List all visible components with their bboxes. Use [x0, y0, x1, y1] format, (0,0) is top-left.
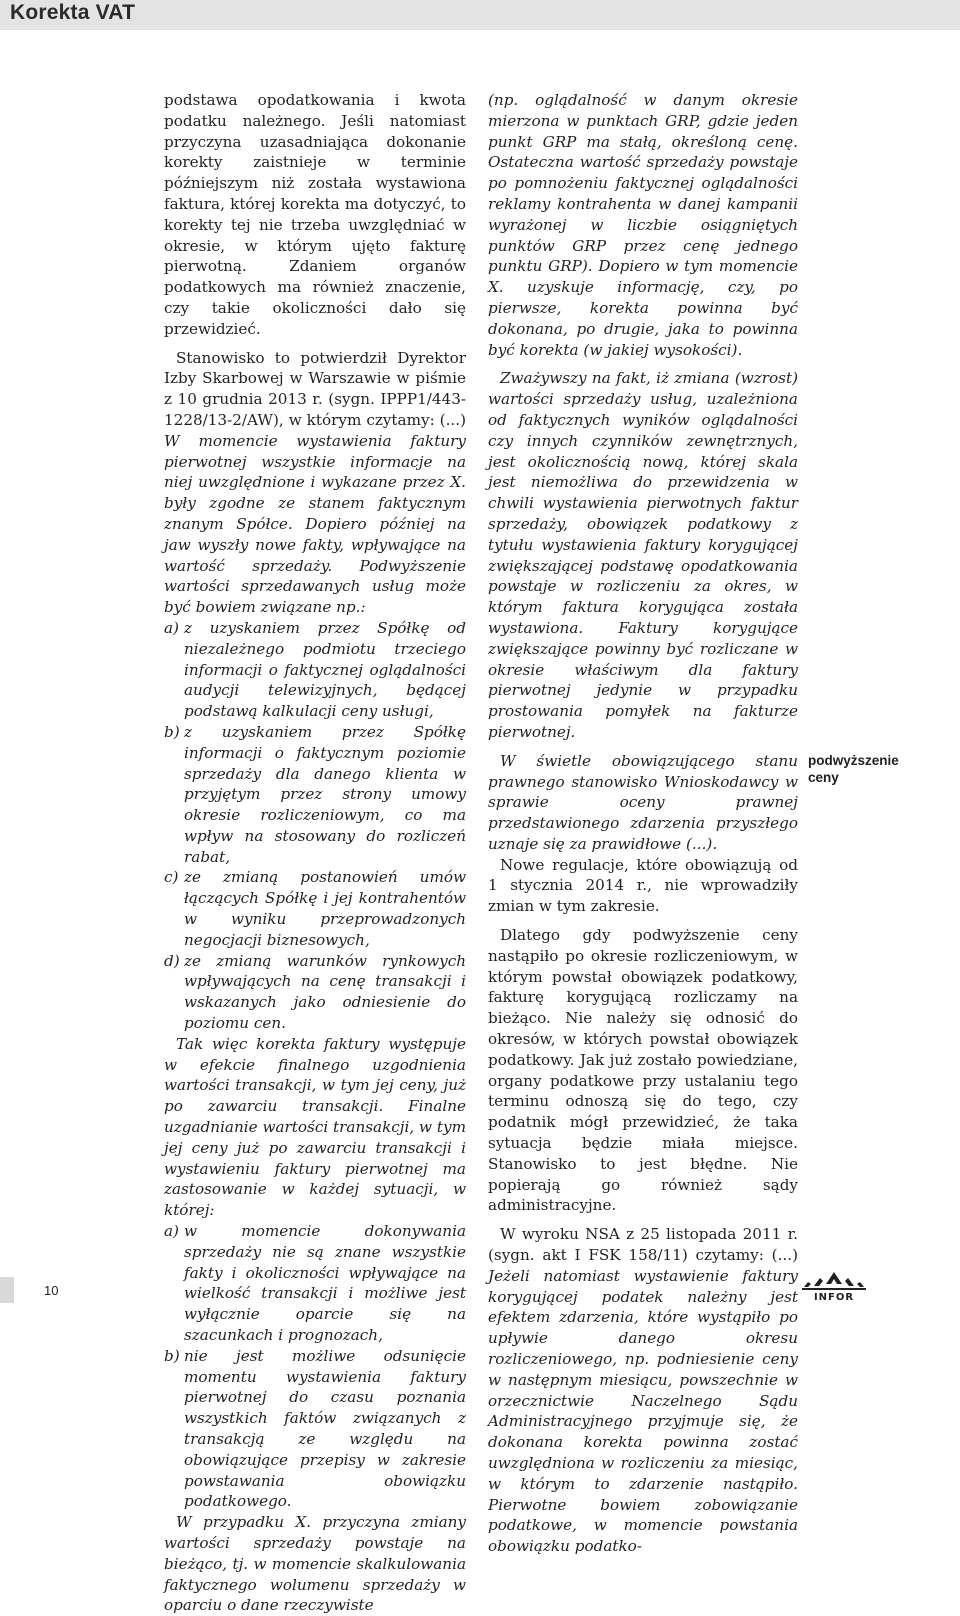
list-text: z uzyskaniem przez Spółkę informacji o faktycznym poziomie sprzedaży dla danego klienta w przyjętym przez strony umowy okresie rozliczeniowym, co ma wpływ na stosowany do rozliczeń rabat,: [184, 722, 466, 866]
list-text: ze zmianą postanowień umów łączących Spółkę i jej kontrahentów w wyniku przeprowadzonych negocjacji biznesowych,: [184, 868, 466, 949]
left-paragraph-2: [164, 348, 466, 618]
left-paragraph-1: podstawa opodatkowania i kwota podatku należnego. Jeśli natomiast przyczyna uzasadniająca dokonanie korekty zaistnieje w terminie późniejszym niż została wystawiona faktura, której korekta ma dotyczyć, to korekty tej nie trzeba uwzględniać w okresie, w którym ujęto fakturę pierwotną. Zdaniem organów podatkowych ma również znaczenie, czy takie okoliczności dało się przewidzieć.: [164, 91, 466, 338]
footer-tab: [0, 1277, 14, 1303]
list-marker: b): [164, 722, 180, 741]
list-marker: b): [164, 1346, 180, 1365]
right-column: [488, 90, 798, 1557]
svg-text:INFOR: INFOR: [813, 1292, 855, 1302]
right-paragraph-3: W świetle obowiązującego stanu prawnego stanowisko Wnioskodawcy w sprawie oceny prawnej przedstawionego zdarzenia przyszłego uznaje się za prawidłowe (...).: [488, 751, 798, 853]
left-paragraph-3: Tak więc korekta faktury występuje w efekcie finalnego uzgodnienia wartości transakcji, w tym jej ceny, już po zawarciu transakcji. Finalne uzgadnianie wartości transakcji, w tym jej ceny już po zawarciu transakcji i wystawieniu faktury pierwotnej ma zastosowanie w każdej sytuacji, w której:: [164, 1034, 466, 1220]
list-text: ze zmianą warunków rynkowych wpływających na cenę transakcji i wskazanych jako odniesienie do poziomu cen.: [184, 951, 466, 1033]
left-paragraph-4: W przypadku X. przyczyna zmiany wartości sprzedaży powstaje na bieżąco, tj. w momencie skalkulowania faktycznego wolumenu sprzedaży w oparciu o dane rzeczywiste: [164, 1513, 466, 1615]
right-paragraph-1: (np. oglądalność w danym okresie mierzona w punktach GRP, gdzie jeden punkt GRP ma stałą, określoną cenę. Ostateczna wartość sprzedaży powstaje po pomnożeniu faktycznej oglądalności reklamy kontrahenta w danej kampanii wyrażonej w liczbie osiągniętych punktów GRP przez cenę jednego punktu GRP). Dopiero w tym momencie X. uzyskuje informację, czy, po pierwsze, korekta powinna być dokonana, po drugie, jaka to powinna być korekta (w jakiej wysokości).: [488, 91, 798, 359]
left-column: [164, 90, 466, 1616]
list-item: [164, 618, 466, 722]
list-text: z uzyskaniem przez Spółkę od niezależnego podmiotu trzeciego informacji o faktycznej oglądalności audycji telewizyjnych, będącej podstawą kalkulacji ceny usługi,: [184, 618, 466, 721]
judgment-intro: W wyroku NSA z 25 listopada 2011 r. (sygn. akt I FSK 158/11) czytamy: (...): [488, 1225, 798, 1265]
list-item: [164, 951, 466, 1034]
page-header: [0, 0, 960, 30]
infor-logo-icon: [798, 1270, 870, 1302]
judgment-quote: Jeżeli natomiast wystawienie faktury korygującej podatek należny jest efektem zdarzenia, które wystąpiło po upływie danego okresu rozliczeniowego, np. podniesienie ceny w następnym miesiącu, powszechnie w orzecznictwie Naczelnego Sądu Administracyjnego przyjmuje się, że dokonana korekta powinna zostać uwzględniona w rozliczeniu za miesiąc, w którym to zdarzenie nastąpiło. Pierwotne bowiem zobowiązanie podatkowe, w momencie powstania obowiązku podatko-: [488, 1266, 798, 1556]
margin-keyword: podwyższenie ceny: [808, 753, 899, 785]
list-text: nie jest możliwe odsunięcie momentu wystawienia faktury pierwotnej do czasu poznania wszystkich faktów związanych z transakcją ze względu na obowiązujące przepisy w zakresie powstawania obowiązku podatkowego.: [184, 1346, 466, 1511]
page-number: 10: [44, 1283, 59, 1298]
right-paragraph-2: Zważywszy na fakt, iż zmiana (wzrost) wartości sprzedaży usług, uzależniona od faktycznych wyników oglądalności czy innych czynników zewnętrznych, jest okolicznością nową, której skala jest niemożliwa do przewidzenia w chwili wystawienia pierwotnych faktur sprzedaży, obowiązek podatkowy z tytułu wystawienia faktury korygującej zwiększającej podstawę opodatkowania powstaje w rozliczeniu za okres, w którym faktura korygująca została wystawiona. Faktury korygujące zwiększające powinny być rozliczane w okresie właściwym dla faktury pierwotnej jedynie w przypadku prostowania pomyłek na fakturze pierwotnej.: [488, 369, 798, 741]
list-item: [164, 1221, 466, 1346]
header-title: Korekta VAT: [10, 1, 136, 24]
infor-logo: [798, 1270, 870, 1302]
list-item: [164, 722, 466, 868]
right-paragraph-5: Dlatego gdy podwyższenie ceny nastąpiło po okresie rozliczeniowym, w którym powstał obowiązek podatkowy, fakturę korygującą rozliczamy na bieżąco. Nie należy się odnosić do okresów, w których powstał obowiązek podatkowy. Jak już zostało powiedziane, organy podatkowe przy ustalaniu tego terminu odnoszą się do tego, czy podatnik mógł przewidzieć, że taka sytuacja będzie miała miejsce. Stanowisko to jest błędne. Nie popierają go również sądy administracyjne.: [488, 926, 798, 1215]
list-item: [164, 867, 466, 950]
list-2: [164, 1221, 466, 1512]
right-paragraph-6: [488, 1224, 798, 1557]
list-marker: d): [164, 951, 180, 970]
right-paragraph-4: Nowe regulacje, które obowiązują od 1 stycznia 2014 r., nie wprowadziły zmian w tym zakresie.: [488, 855, 798, 916]
list-marker: c): [164, 868, 179, 887]
list-item: [164, 1346, 466, 1512]
list-marker: a): [164, 1222, 179, 1241]
citation-intro: Stanowisko to potwierdził Dyrektor Izby Skarbowej w Warszawie w piśmie z 10 grudnia 2013 r. (sygn. IPPP1/443-1228/13-2/AW), w którym czytamy: (...): [164, 348, 466, 429]
citation-quote: W momencie wystawienia faktury pierwotnej wszystkie informacje na niej uwzględnione i wykazane przez X. były zgodne ze stanem faktycznym znanym Spółce. Dopiero później na jaw wyszły nowe fakty, wpływające na wartość sprzedaży. Podwyższenie wartości sprzedawanych usług może być bowiem związane np.:: [164, 431, 466, 617]
list-marker: a): [164, 618, 179, 637]
list-1: [164, 618, 466, 1034]
list-text: w momencie dokonywania sprzedaży nie są znane wszystkie fakty i okoliczności wpływające na wielkość transakcji i możliwe jest wyłącznie oparcie się na szacunkach i prognozach,: [184, 1222, 466, 1345]
